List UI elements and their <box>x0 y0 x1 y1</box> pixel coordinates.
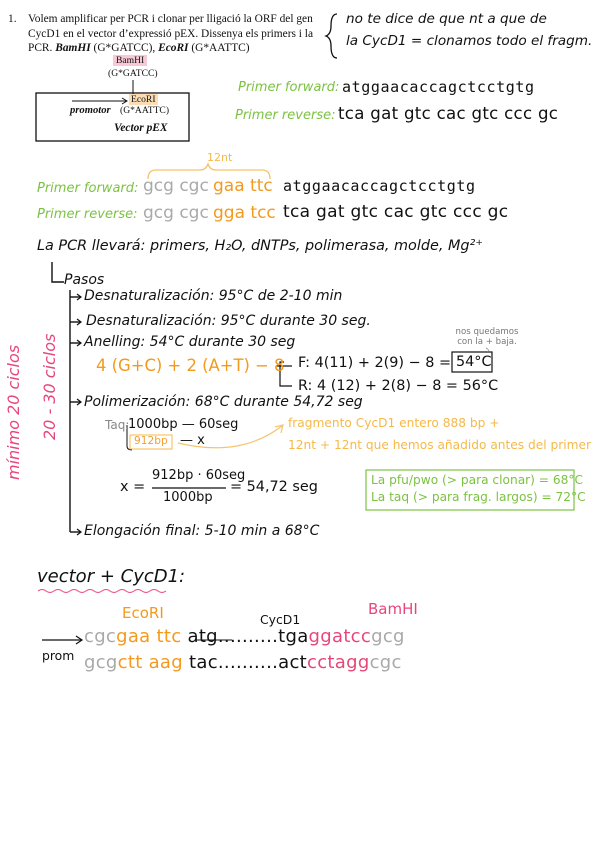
r-calc: R: 4 (12) + 2(8) − 8 = 56°C <box>298 378 499 394</box>
ecori-tag: EcoRI <box>122 604 164 622</box>
promotor-label: promotor <box>70 105 111 116</box>
problem-statement <box>8 12 314 54</box>
pfu-line-1: La pfu/pwo (> para clonar) = 68°C <box>371 473 583 487</box>
step-5: Elongación final: 5-10 min a 68°C <box>84 523 320 539</box>
step-1: Desnaturalización: 95°C de 2-10 min <box>84 288 343 304</box>
x-eq: x = <box>120 479 146 495</box>
top-note <box>346 8 592 52</box>
fragment-line-1: fragmento CycD1 entero 888 bp + <box>288 416 500 430</box>
lower-note: nos quedamos con la + baja. <box>455 327 519 347</box>
primer-forward-seq: atggaacaccagctcctgtg <box>342 78 535 96</box>
ecori-label: EcoRI <box>131 94 156 105</box>
taq-line-1: 1000bp — 60seg <box>128 417 239 432</box>
f-result: 54°C <box>456 354 492 370</box>
step-4: Polimerización: 68°C durante 54,72 seg <box>84 394 363 410</box>
primer2-reverse-seq: tca gat gtc cac gtc ccc gc <box>283 202 509 222</box>
ecori-site: (G*AATTC) <box>120 105 170 116</box>
primer2-forward-site: gaa ttc <box>213 176 273 196</box>
taq-label: Taq: <box>105 418 130 432</box>
primer-reverse-label: Primer reverse: <box>235 108 336 123</box>
primer2-forward-extra: gcg cgc <box>143 176 209 196</box>
prom-label: prom <box>42 648 75 663</box>
primer-reverse-seq: tca gat gtc cac gtc ccc gc <box>338 104 559 123</box>
top-strand: cgcgaa ttc atg..........tgaggatccgcg <box>84 626 405 647</box>
vector-label: Vector pEX <box>114 122 168 134</box>
nt-label: 12nt <box>207 151 233 164</box>
fragment-line-2: 12nt + 12nt que hemos añadido antes del primer <box>288 438 592 452</box>
primer2-forward-seq: atggaacaccagctcctgtg <box>283 177 476 195</box>
taq-box-text: 912bp <box>134 435 168 447</box>
taq-line-2: — x <box>180 433 205 448</box>
top-brace <box>326 14 337 58</box>
tm-formula: 4 (G+C) + 2 (A+T) − 8 <box>96 356 285 375</box>
x-result: = 54,72 seg <box>230 479 318 495</box>
side-label-min-cycles: mínimo 20 ciclos <box>4 344 23 480</box>
pasos-arrow <box>52 262 64 282</box>
step-3: Anelling: 54°C durante 30 seg <box>84 334 296 350</box>
primer-forward-label: Primer forward: <box>238 80 340 95</box>
primer2-reverse-label: Primer reverse: <box>37 207 138 222</box>
problem-line-2: CycD1 en el vector d’expressió pEX. Dissenya els primers i la <box>28 27 314 40</box>
pfu-line-2: La taq (> para frag. largos) = 72°C <box>371 490 586 504</box>
primer2-reverse-site: gga tcc <box>213 203 276 223</box>
problem-line-1: Volem amplificar per PCR i clonar per lligació la ORF del gen <box>28 13 313 25</box>
pcr-ingredients: La PCR llevará: primers, H₂O, dNTPs, polimerasa, molde, Mg²⁺ <box>37 238 483 254</box>
bottom-strand: gcgctt aag tac..........actcctaggcgc <box>84 652 402 673</box>
x-denominator: 1000bp <box>163 490 213 505</box>
step-2: Desnaturalización: 95°C durante 30 seg. <box>86 313 371 329</box>
x-numerator: 912bp · 60seg <box>152 468 246 483</box>
primer2-reverse-extra: gcg cgc <box>143 203 209 223</box>
bamhi-site: (G*GATCC) <box>108 68 158 79</box>
bamhi-label: BamHI <box>113 55 147 66</box>
problem-number: 1. <box>8 13 17 25</box>
bamhi-tag: BamHI <box>368 600 418 618</box>
f-calc: F: 4(11) + 2(9) − 8 = <box>298 355 452 371</box>
cycd1-tag: CycD1 <box>260 612 301 627</box>
top-note-line-2: la CycD1 = clonamos todo el fragm. <box>346 33 593 49</box>
problem-line-3: PCR. BamHI (G*GATCC), EcoRI (G*AATTC) <box>28 42 250 54</box>
side-label-cycles: 20 - 30 ciclos <box>40 333 59 440</box>
cloning-title: vector + CycD1: <box>37 566 186 587</box>
pasos-label: Pasos <box>64 272 105 288</box>
primer2-forward-label: Primer forward: <box>37 181 139 196</box>
top-note-line-1: no te dice de que nt a que de <box>346 11 547 27</box>
title-underline <box>38 590 166 593</box>
